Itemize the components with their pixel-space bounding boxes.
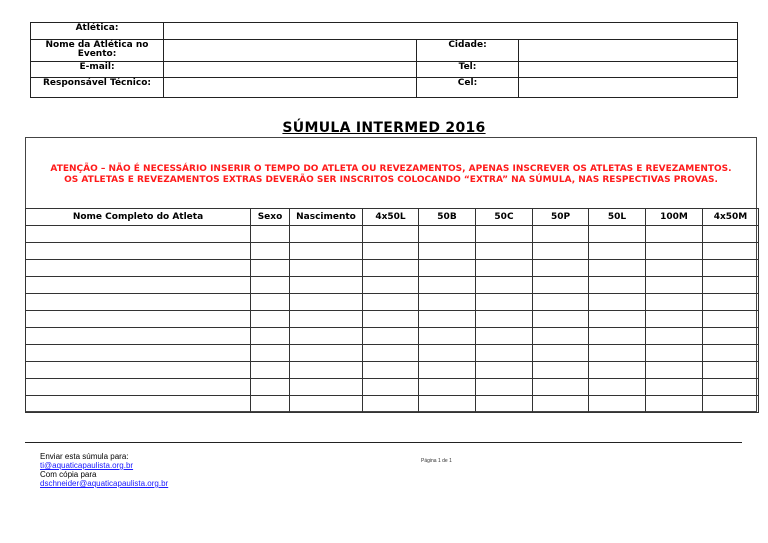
cell-4x50m[interactable] bbox=[703, 260, 759, 277]
cell-nome-completo-do-atleta[interactable] bbox=[26, 226, 251, 243]
footer-contact bbox=[40, 452, 168, 488]
cell-50l[interactable] bbox=[589, 328, 646, 345]
cell-50p[interactable] bbox=[533, 277, 589, 294]
cell-nome-completo-do-atleta[interactable] bbox=[26, 396, 251, 413]
cell-50b[interactable] bbox=[419, 345, 476, 362]
cell-4x50l[interactable] bbox=[363, 243, 419, 260]
table-row bbox=[26, 226, 759, 243]
email-field[interactable] bbox=[164, 62, 417, 78]
send-label: Enviar esta súmula para: bbox=[40, 452, 129, 461]
cell-50b[interactable] bbox=[419, 294, 476, 311]
cell-nome-completo-do-atleta[interactable] bbox=[26, 328, 251, 345]
cell-sexo[interactable] bbox=[251, 243, 290, 260]
cell-50b[interactable] bbox=[419, 243, 476, 260]
athletic-info-table bbox=[30, 22, 738, 98]
table-row bbox=[26, 277, 759, 294]
cell-100m[interactable] bbox=[646, 345, 703, 362]
cell-sexo[interactable] bbox=[251, 277, 290, 294]
cell-50p[interactable] bbox=[533, 311, 589, 328]
table-row bbox=[26, 311, 759, 328]
cell-100m[interactable] bbox=[646, 243, 703, 260]
cell-4x50l[interactable] bbox=[363, 311, 419, 328]
cell-100m[interactable] bbox=[646, 328, 703, 345]
cell-nome-completo-do-atleta[interactable] bbox=[26, 260, 251, 277]
cell-50p[interactable] bbox=[533, 379, 589, 396]
cell-4x50l[interactable] bbox=[363, 379, 419, 396]
cell-50p[interactable] bbox=[533, 243, 589, 260]
cell-50c[interactable] bbox=[476, 379, 533, 396]
page-number: Página 1 de 1 bbox=[421, 458, 452, 464]
cell-50b[interactable] bbox=[419, 277, 476, 294]
cell-4x50m[interactable] bbox=[703, 311, 759, 328]
cell-4x50m[interactable] bbox=[703, 345, 759, 362]
cell-50b[interactable] bbox=[419, 396, 476, 413]
cidade-label: Cidade: bbox=[417, 40, 519, 62]
responsavel-label: Responsável Técnico: bbox=[31, 78, 164, 98]
table-row bbox=[26, 243, 759, 260]
cell-nascimento[interactable] bbox=[290, 294, 363, 311]
cell-nascimento[interactable] bbox=[290, 260, 363, 277]
cell-100m[interactable] bbox=[646, 226, 703, 243]
cell-4x50l[interactable] bbox=[363, 294, 419, 311]
cell-50l[interactable] bbox=[589, 379, 646, 396]
cell-sexo[interactable] bbox=[251, 345, 290, 362]
cell-100m[interactable] bbox=[646, 362, 703, 379]
col-header-4x50m: 4x50M bbox=[703, 209, 759, 226]
notice-text bbox=[26, 164, 756, 186]
cell-50p[interactable] bbox=[533, 345, 589, 362]
cell-sexo[interactable] bbox=[251, 362, 290, 379]
cell-nascimento[interactable] bbox=[290, 277, 363, 294]
cell-nascimento[interactable] bbox=[290, 345, 363, 362]
cel-label: Cel: bbox=[417, 78, 519, 98]
cell-4x50m[interactable] bbox=[703, 362, 759, 379]
cidade-field[interactable] bbox=[519, 40, 738, 62]
notice-line-1: ATENÇÃO – NÃO É NECESSÁRIO INSERIR O TEMPO DO ATLETA OU REVEZAMENTOS, APENAS INSCREVER OS ATLETAS E REVEZAMENTOS. bbox=[50, 164, 732, 174]
cell-4x50l[interactable] bbox=[363, 362, 419, 379]
cell-50l[interactable] bbox=[589, 243, 646, 260]
cell-4x50m[interactable] bbox=[703, 226, 759, 243]
cell-sexo[interactable] bbox=[251, 260, 290, 277]
col-header-100m: 100M bbox=[646, 209, 703, 226]
cell-nascimento[interactable] bbox=[290, 328, 363, 345]
cell-50c[interactable] bbox=[476, 345, 533, 362]
cell-50c[interactable] bbox=[476, 362, 533, 379]
cell-nome-completo-do-atleta[interactable] bbox=[26, 362, 251, 379]
cell-50b[interactable] bbox=[419, 328, 476, 345]
cell-100m[interactable] bbox=[646, 379, 703, 396]
cell-4x50m[interactable] bbox=[703, 328, 759, 345]
cell-4x50l[interactable] bbox=[363, 260, 419, 277]
copy-label: Com cópia para bbox=[40, 470, 97, 479]
cell-50b[interactable] bbox=[419, 362, 476, 379]
table-row bbox=[26, 379, 759, 396]
cell-nascimento[interactable] bbox=[290, 362, 363, 379]
cell-nome-completo-do-atleta[interactable] bbox=[26, 243, 251, 260]
page-title: SÚMULA INTERMED 2016 bbox=[282, 120, 486, 136]
footer-divider bbox=[25, 442, 742, 443]
cell-4x50m[interactable] bbox=[703, 243, 759, 260]
nome-evento-label: Nome da Atlética no Evento: bbox=[31, 40, 164, 62]
table-row bbox=[26, 260, 759, 277]
cell-sexo[interactable] bbox=[251, 311, 290, 328]
cell-50p[interactable] bbox=[533, 362, 589, 379]
nome-evento-field[interactable] bbox=[164, 40, 417, 62]
cell-50c[interactable] bbox=[476, 260, 533, 277]
cell-nome-completo-do-atleta[interactable] bbox=[26, 311, 251, 328]
atletica-label: Atlética: bbox=[31, 23, 164, 40]
cell-nascimento[interactable] bbox=[290, 396, 363, 413]
cell-100m[interactable] bbox=[646, 294, 703, 311]
cell-50p[interactable] bbox=[533, 396, 589, 413]
responsavel-field[interactable] bbox=[164, 78, 417, 98]
cell-50l[interactable] bbox=[589, 311, 646, 328]
cell-100m[interactable] bbox=[646, 311, 703, 328]
send-email-link[interactable]: ti@aquaticapaulista.org.br bbox=[40, 461, 134, 470]
cell-4x50l[interactable] bbox=[363, 396, 419, 413]
cell-nome-completo-do-atleta[interactable] bbox=[26, 294, 251, 311]
cell-sexo[interactable] bbox=[251, 396, 290, 413]
table-header-row bbox=[26, 209, 759, 226]
table-row bbox=[26, 294, 759, 311]
cell-4x50m[interactable] bbox=[703, 379, 759, 396]
cell-50l[interactable] bbox=[589, 362, 646, 379]
email-label: E-mail: bbox=[31, 62, 164, 78]
cell-nascimento[interactable] bbox=[290, 243, 363, 260]
cell-50b[interactable] bbox=[419, 260, 476, 277]
cell-50c[interactable] bbox=[476, 311, 533, 328]
athletes-table bbox=[25, 208, 759, 413]
col-header-50b: 50B bbox=[419, 209, 476, 226]
cell-sexo[interactable] bbox=[251, 328, 290, 345]
athletes-table-body bbox=[26, 226, 759, 413]
cell-100m[interactable] bbox=[646, 396, 703, 413]
tel-label: Tel: bbox=[417, 62, 519, 78]
cell-50b[interactable] bbox=[419, 311, 476, 328]
cell-50c[interactable] bbox=[476, 294, 533, 311]
cell-4x50m[interactable] bbox=[703, 277, 759, 294]
cell-sexo[interactable] bbox=[251, 294, 290, 311]
table-row bbox=[26, 328, 759, 345]
cell-50c[interactable] bbox=[476, 396, 533, 413]
cell-nome-completo-do-atleta[interactable] bbox=[26, 277, 251, 294]
cell-50l[interactable] bbox=[589, 277, 646, 294]
cell-sexo[interactable] bbox=[251, 226, 290, 243]
cell-50l[interactable] bbox=[589, 294, 646, 311]
cell-nascimento[interactable] bbox=[290, 379, 363, 396]
notice-line-2: OS ATLETAS E REVEZAMENTOS EXTRAS DEVERÃO SER INSCRITOS COLOCANDO “EXTRA” NA SÚMULA, NAS RESPECTIVAS PROVAS. bbox=[64, 175, 718, 185]
cell-nome-completo-do-atleta[interactable] bbox=[26, 345, 251, 362]
cell-50p[interactable] bbox=[533, 226, 589, 243]
copy-email-link[interactable]: dschneider@aquaticapaulista.org.br bbox=[40, 479, 169, 488]
cell-50c[interactable] bbox=[476, 226, 533, 243]
cell-4x50l[interactable] bbox=[363, 328, 419, 345]
cell-50p[interactable] bbox=[533, 328, 589, 345]
cell-4x50l[interactable] bbox=[363, 226, 419, 243]
cell-50b[interactable] bbox=[419, 379, 476, 396]
cell-nome-completo-do-atleta[interactable] bbox=[26, 379, 251, 396]
cell-nascimento[interactable] bbox=[290, 311, 363, 328]
table-row bbox=[26, 396, 759, 413]
cell-50l[interactable] bbox=[589, 396, 646, 413]
cell-100m[interactable] bbox=[646, 277, 703, 294]
cell-50b[interactable] bbox=[419, 226, 476, 243]
cell-50p[interactable] bbox=[533, 260, 589, 277]
atletica-field[interactable] bbox=[164, 23, 738, 40]
cell-50c[interactable] bbox=[476, 277, 533, 294]
cell-50c[interactable] bbox=[476, 243, 533, 260]
cell-100m[interactable] bbox=[646, 260, 703, 277]
cell-50p[interactable] bbox=[533, 294, 589, 311]
col-header-50p: 50P bbox=[533, 209, 589, 226]
cell-50l[interactable] bbox=[589, 260, 646, 277]
col-header-nome: Nome Completo do Atleta bbox=[26, 209, 251, 226]
tel-field[interactable] bbox=[519, 62, 738, 78]
cell-50l[interactable] bbox=[589, 226, 646, 243]
cell-sexo[interactable] bbox=[251, 379, 290, 396]
col-header-50c: 50C bbox=[476, 209, 533, 226]
cell-4x50m[interactable] bbox=[703, 294, 759, 311]
col-header-nascimento: Nascimento bbox=[290, 209, 363, 226]
cell-50c[interactable] bbox=[476, 328, 533, 345]
cell-4x50m[interactable] bbox=[703, 396, 759, 413]
col-header-50l: 50L bbox=[589, 209, 646, 226]
cell-4x50l[interactable] bbox=[363, 345, 419, 362]
table-row bbox=[26, 362, 759, 379]
table-row bbox=[26, 345, 759, 362]
cell-50l[interactable] bbox=[589, 345, 646, 362]
col-header-sexo: Sexo bbox=[251, 209, 290, 226]
cell-nascimento[interactable] bbox=[290, 226, 363, 243]
cell-4x50l[interactable] bbox=[363, 277, 419, 294]
col-header-4x50l: 4x50L bbox=[363, 209, 419, 226]
cel-field[interactable] bbox=[519, 78, 738, 98]
